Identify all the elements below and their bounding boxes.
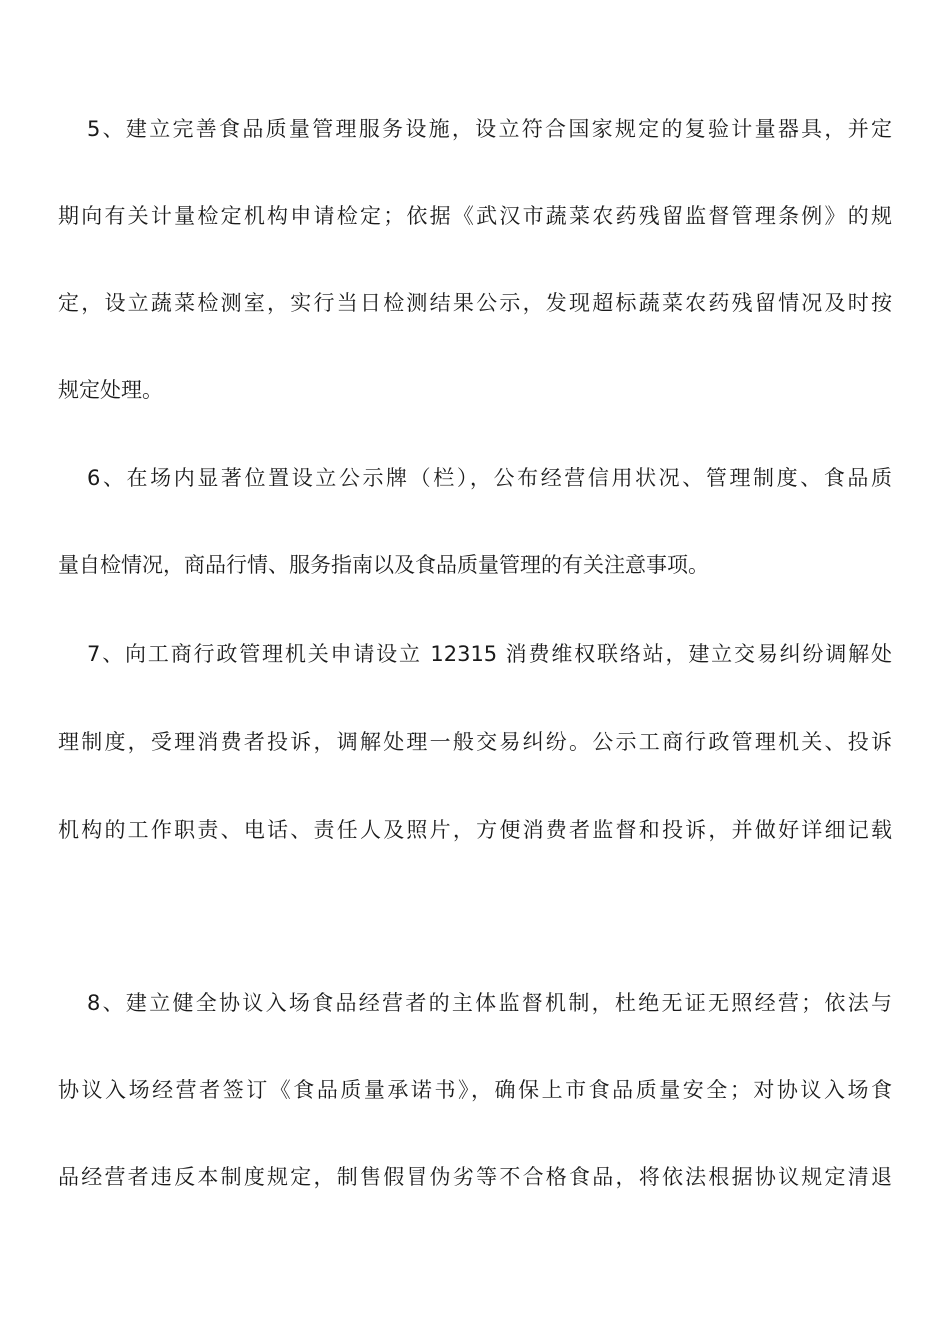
paragraph-line: 定，设立蔬菜检测室，实行当日检测结果公示，发现超标蔬菜农药残留情况及时按 xyxy=(58,291,892,315)
paragraph-line: 5、建立完善食品质量管理服务设施，设立符合国家规定的复验计量器具，并定 xyxy=(87,117,892,141)
paragraph-line: 8、建立健全协议入场食品经营者的主体监督机制，杜绝无证无照经营；依法与 xyxy=(87,991,892,1015)
paragraph-line: 理制度，受理消费者投诉，调解处理一般交易纠纷。公示工商行政管理机关、投诉 xyxy=(58,730,892,754)
paragraph-line: 协议入场经营者签订《食品质量承诺书》，确保上市食品质量安全；对协议入场食 xyxy=(58,1078,892,1102)
paragraph-line: 规定处理。 xyxy=(58,378,163,402)
paragraph-line: 机构的工作职责、电话、责任人及照片，方便消费者监督和投诉，并做好详细记载 xyxy=(58,818,892,842)
paragraph-line: 7、向工商行政管理机关申请设立 12315 消费维权联络站，建立交易纠纷调解处 xyxy=(87,642,892,666)
paragraph-line: 量自检情况，商品行情、服务指南以及食品质量管理的有关注意事项。 xyxy=(58,553,709,577)
paragraph-line: 期向有关计量检定机构申请检定；依据《武汉市蔬菜农药残留监督管理条例》的规 xyxy=(58,204,892,228)
paragraph-line: 品经营者违反本制度规定，制售假冒伪劣等不合格食品，将依法根据协议规定清退 xyxy=(58,1165,892,1189)
paragraph-line: 6、在场内显著位置设立公示牌（栏），公布经营信用状况、管理制度、食品质 xyxy=(87,466,892,490)
